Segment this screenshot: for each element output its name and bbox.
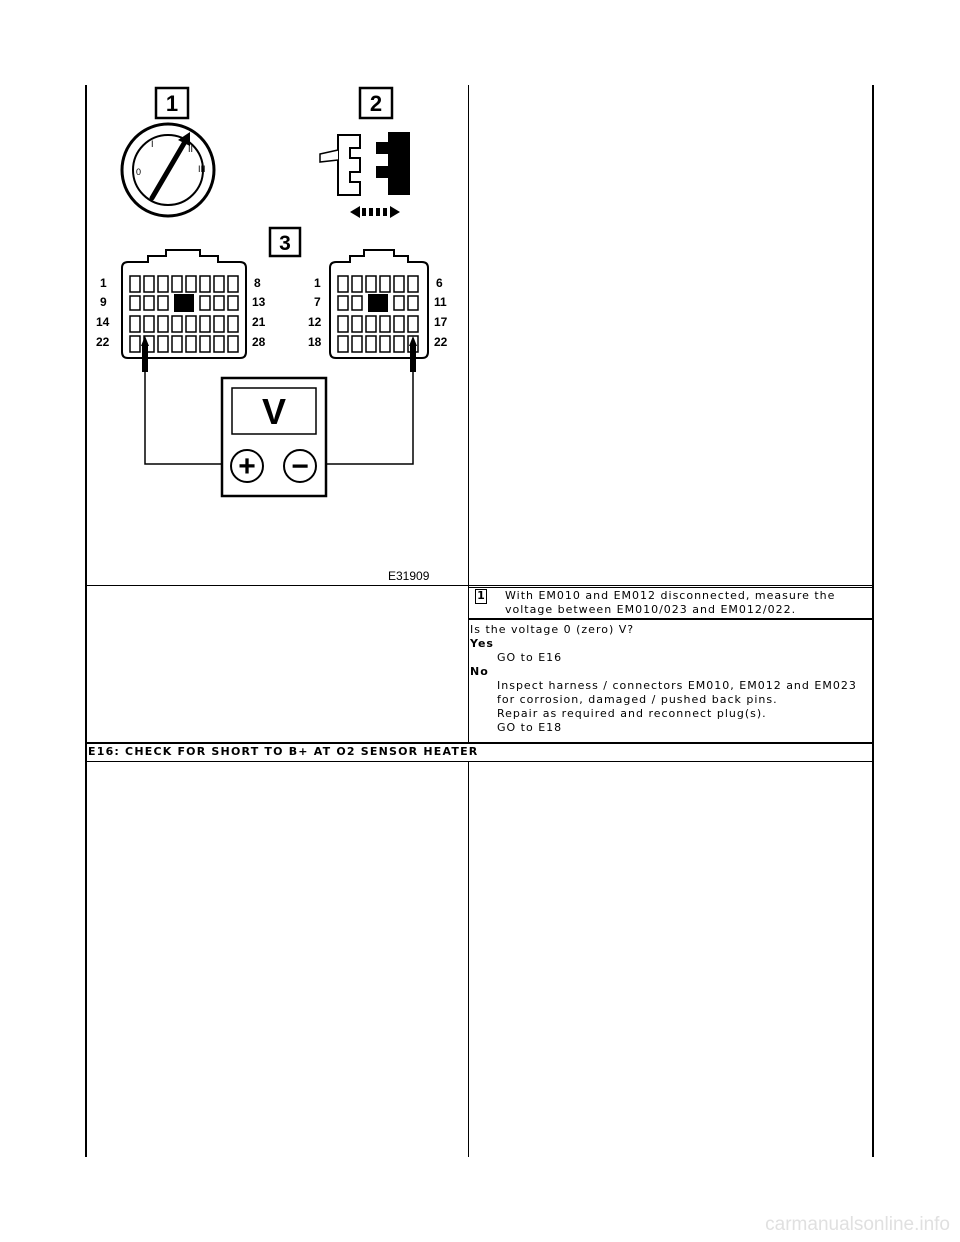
step-instruction-line-2: voltage between EM010/023 and EM012/022. — [505, 603, 797, 616]
result-question: Is the voltage 0 (zero) V? — [470, 623, 635, 636]
em012-pin-label-1: 1 — [314, 276, 321, 290]
figure-code: E31909 — [388, 569, 430, 583]
em012-pin-label-7: 7 — [314, 295, 321, 309]
svg-text:III: III — [198, 164, 206, 174]
section-heading: E16: CHECK FOR SHORT TO B+ AT O2 SENSOR HEATER — [88, 745, 479, 758]
voltmeter-display-letter: V — [261, 391, 287, 432]
callout-1-label: 1 — [165, 91, 179, 116]
em012-pin-label-6: 6 — [436, 276, 443, 290]
result-no-line-3: Repair as required and reconnect plug(s). — [497, 707, 767, 720]
result-no-line-1: Inspect harness / connectors EM010, EM012 and EM023 — [497, 679, 857, 692]
result-no-line-2: for corrosion, damaged / pushed back pins. — [497, 693, 778, 706]
em012-pin-label-12: 12 — [308, 315, 322, 329]
table-middle-divider — [468, 85, 469, 744]
voltmeter-plus-terminal: + — [238, 450, 256, 483]
em012-pin-label-11: 11 — [434, 295, 447, 309]
row-divider-result-bottom — [85, 742, 874, 744]
em010-pin-label-8: 8 — [254, 276, 261, 290]
result-no-line-4: GO to E18 — [497, 721, 563, 734]
step-instruction-line-1: With EM010 and EM012 disconnected, measure the — [505, 589, 836, 602]
site-watermark: carmanualsonline.info — [0, 1212, 960, 1238]
voltmeter-minus-terminal: − — [291, 450, 309, 483]
em010-pin-label-21: 21 — [252, 315, 266, 329]
em010-pin-label-1: 1 — [100, 276, 107, 290]
em010-pin-label-28: 28 — [252, 335, 266, 349]
result-no-label: No — [470, 665, 489, 678]
em010-pin-label-9: 9 — [100, 295, 107, 309]
connector-em010-icon — [122, 250, 246, 358]
em010-pin-label-14: 14 — [96, 315, 110, 329]
table-left-border — [85, 85, 87, 1157]
result-yes-action: GO to E16 — [497, 651, 563, 664]
connector-disconnect-icon — [320, 132, 410, 218]
step-number-box — [475, 589, 487, 604]
svg-text:II: II — [188, 144, 194, 154]
table-right-border — [872, 85, 874, 1157]
svg-text:I: I — [151, 139, 154, 149]
test-diagram-figure — [88, 80, 468, 585]
result-yes-label: Yes — [470, 637, 494, 650]
em012-pin-label-17: 17 — [434, 315, 448, 329]
row-divider-step-bottom — [468, 618, 874, 620]
callout-3-label: 3 — [279, 232, 291, 255]
step-number: 1 — [477, 589, 485, 602]
row-divider-figure — [85, 585, 874, 586]
em012-pin-label-18: 18 — [308, 335, 322, 349]
callout-2-label: 2 — [369, 91, 383, 116]
ignition-switch-icon — [122, 124, 214, 216]
em010-pin-label-13: 13 — [252, 295, 266, 309]
row-divider-section-bottom — [85, 761, 874, 762]
em010-pin-label-22: 22 — [96, 335, 110, 349]
table-middle-divider-lower — [468, 762, 469, 1157]
em012-pin-label-22b: 22 — [434, 335, 448, 349]
svg-text:0: 0 — [136, 167, 142, 177]
row-divider-step-top — [468, 587, 874, 588]
